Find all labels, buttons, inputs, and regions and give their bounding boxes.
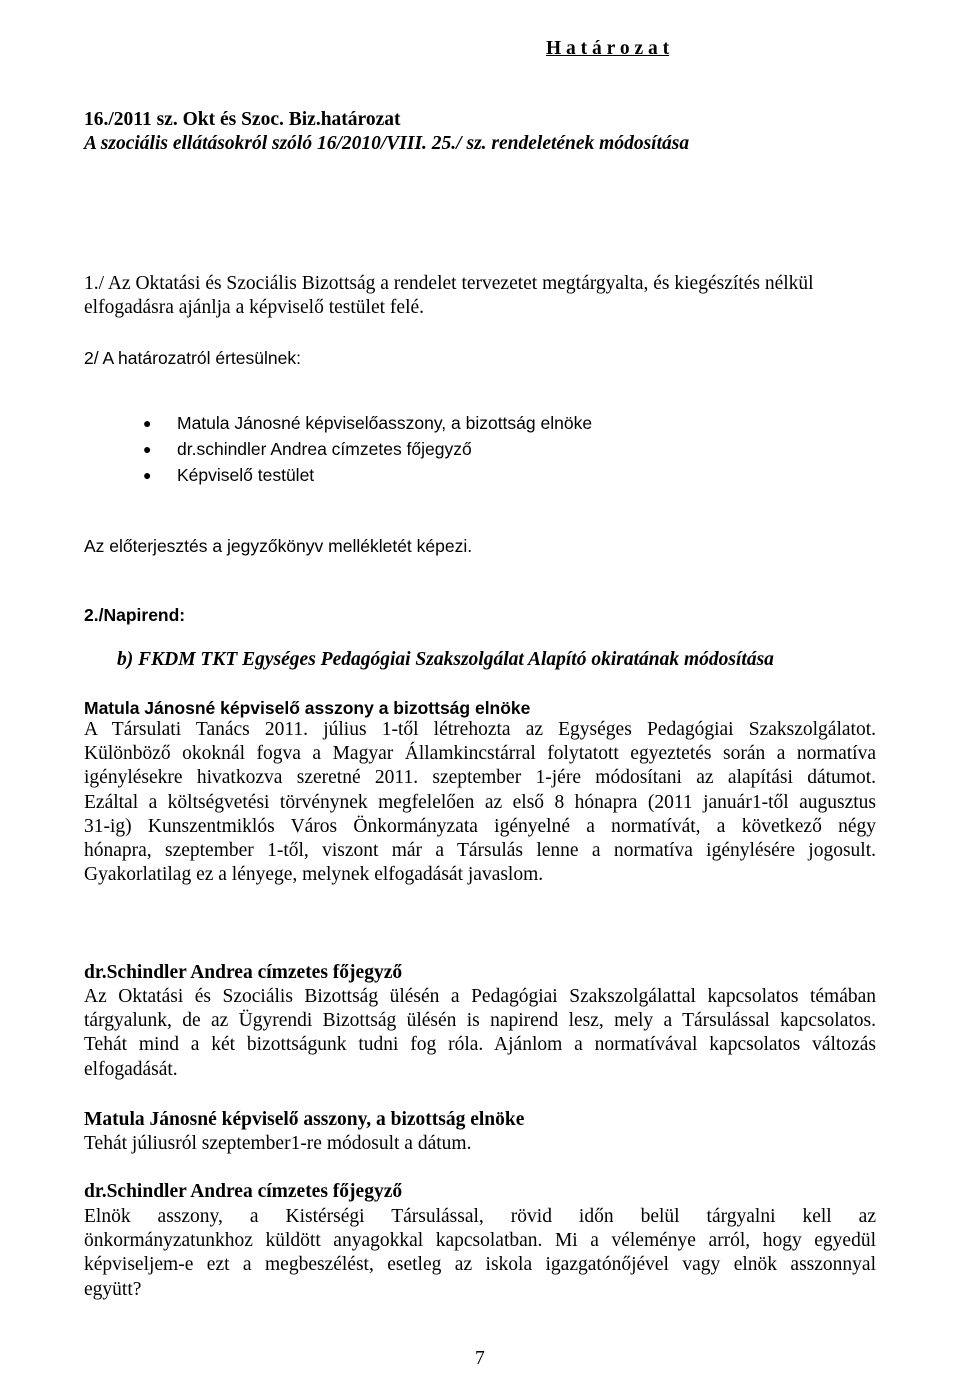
hatarozat-title: H a t á r o z a t	[546, 38, 670, 59]
speech-body	[84, 985, 876, 1082]
speech-line: 31-ig) Kunszentmiklós Város Önkormányzata igényelné a normatívát, a következő négy	[84, 815, 876, 837]
speech-line: együtt?	[84, 1278, 142, 1300]
bullet-icon: ●	[143, 417, 152, 432]
recipient-item: Képviselő testület	[177, 465, 315, 485]
speaker-name: Matula Jánosné képviselő asszony, a bizottság elnöke	[84, 1109, 525, 1130]
resolution-subject: A szociális ellátásokról szóló 16/2010/VIII. 25./ sz. rendeletének módosítása	[84, 133, 690, 154]
point1-line2: elfogadásra ajánlja a képviselő testület felé.	[84, 297, 425, 318]
agenda-heading: 2./Napirend:	[84, 605, 186, 625]
page-number: 7	[475, 1348, 485, 1369]
speaker-name: Matula Jánosné képviselő asszony a bizottság elnöke	[84, 698, 531, 718]
recipient-item: dr.schindler Andrea címzetes főjegyző	[177, 439, 472, 459]
speech-line: képviseljem-e ezt a megbeszélést, esetleg az iskola igazgatónőjével vagy elnök asszonnyal	[84, 1254, 876, 1276]
speech-line: Különböző okoknál fogva a Magyar Államkincstárral folytatott egyeztetés során a normatíva	[84, 743, 876, 765]
speech-line: Ezáltal a költségvetési törvénynek megfelelően az első 8 hónapra (2011 január1-től augusztus	[84, 791, 876, 813]
speech-line: Tehát mind a két bizottságunk tudni fog róla. Ajánlom a normatívával kapcsolatos változás	[84, 1034, 876, 1056]
speaker-name: dr.Schindler Andrea címzetes főjegyző	[84, 962, 403, 983]
bullet-icon: ●	[143, 443, 152, 458]
speech-body	[84, 1205, 876, 1302]
point1-line1: 1./ Az Oktatási és Szociális Bizottság a rendelet tervezetet megtárgyalta, és kiegészítés nélkül	[84, 273, 814, 294]
speech-body	[84, 718, 876, 887]
speech-line: önkormányzatunkhoz küldött anyagokkal kapcsolatban. Mi a véleménye arról, hogy egyedül	[84, 1230, 876, 1252]
bullet-icon: ●	[143, 469, 152, 484]
recipient-item: Matula Jánosné képviselőasszony, a bizottság elnöke	[177, 413, 593, 433]
speech-line: Az Oktatási és Szociális Bizottság ülésén a Pedagógiai Szakszolgálattal kapcsolatos témában	[84, 986, 876, 1007]
speech-line: Gyakorlatilag ez a lényege, melynek elfogadását javaslom.	[84, 864, 544, 886]
speech-line: hónapra, szeptember 1-től, viszont már a Társulás lenne a normatíva igénylésére jogosult.	[84, 840, 876, 862]
speech-line: igénylésekre hivatkozva szeretné 2011. szeptember 1-jére módosítani az alapítási dátumot.	[84, 767, 876, 789]
speech-line: tárgyalunk, de az Ügyrendi Bizottság ülésén is napirend lesz, mely a Társulással kapcsolatos.	[84, 1010, 876, 1032]
notification-heading: 2/ A határozatról értesülnek:	[84, 348, 301, 368]
agenda-item: b) FKDM TKT Egységes Pedagógiai Szakszolgálat Alapító okiratának módosítása	[117, 649, 774, 670]
speech-line: Elnök asszony, a Kistérségi Társulással, rövid időn belül tárgyalni kell az	[84, 1206, 876, 1227]
speech-line: elfogadását.	[84, 1058, 178, 1080]
attachment-note: Az előterjesztés a jegyzőkönyv mellékletét képezi.	[84, 536, 473, 556]
speech-line: A Társulati Tanács 2011. július 1-től létrehozta az Egységes Pedagógiai Szakszolgálatot.	[84, 719, 876, 740]
speech-line: Tehát júliusról szeptember1-re módosult a dátum.	[84, 1133, 472, 1154]
speaker-name: dr.Schindler Andrea címzetes főjegyző	[84, 1181, 403, 1202]
resolution-number: 16./2011 sz. Okt és Szoc. Biz.határozat	[84, 109, 401, 130]
